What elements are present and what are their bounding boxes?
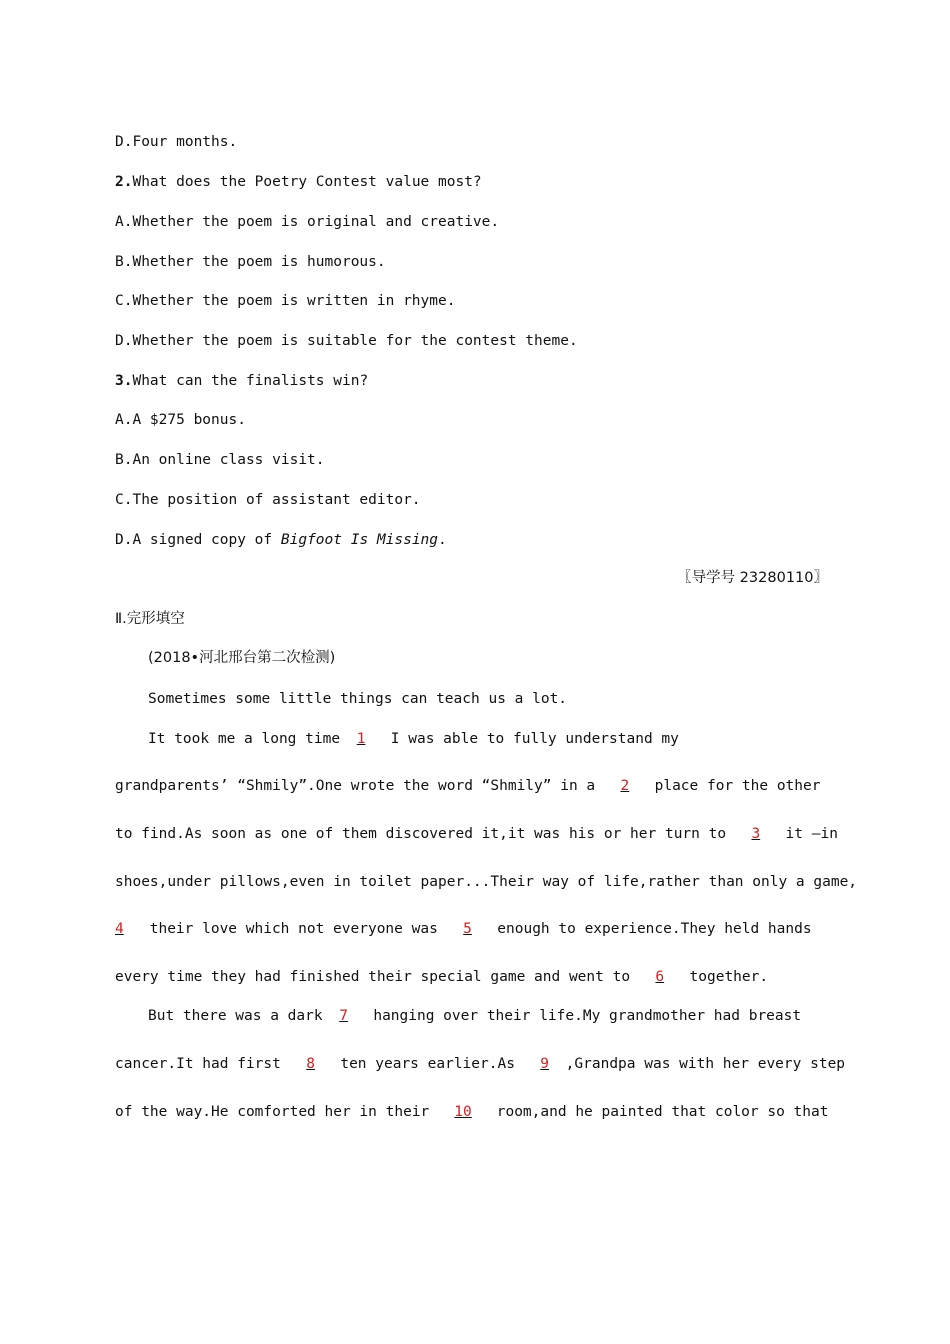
passage-line-1: Sometimes some little things can teach us a lot.: [148, 691, 568, 707]
blank-2[interactable]: [604, 776, 646, 796]
text-segment: enough to experience.They held hands: [488, 921, 812, 937]
text-segment: hanging over their life.My grandmother had breast: [364, 1008, 802, 1024]
blank-5[interactable]: [447, 919, 489, 939]
blank-number: 4: [115, 921, 124, 937]
text-segment: of the way.He comforted her in their: [115, 1104, 439, 1120]
blank-number: 6: [655, 969, 665, 985]
text-segment: every time they had finished their special game and went to: [115, 969, 639, 985]
passage-line-2: [148, 729, 679, 749]
blank-number: 1: [356, 731, 366, 747]
blank-1[interactable]: [340, 729, 382, 749]
passage-line-3: [115, 776, 820, 796]
blank-number: 2: [620, 778, 630, 794]
passage-line-10: [115, 1102, 828, 1122]
text-segment: together.: [680, 969, 769, 985]
text-segment: to find.As soon as one of them discovered it,it was his or her turn to: [115, 826, 735, 842]
blank-number: 8: [306, 1056, 315, 1072]
q3-number: 3.: [115, 373, 133, 389]
blank-7[interactable]: [323, 1006, 365, 1026]
blank-6[interactable]: [639, 967, 681, 987]
q2-option-d: D.Whether the poem is suitable for the contest theme.: [115, 333, 578, 349]
text-segment: their love which not everyone was: [141, 921, 447, 937]
q2-option-a: A.Whether the poem is original and creative.: [115, 214, 500, 230]
text-segment: cancer.It had first: [115, 1056, 290, 1072]
passage-line-9: [115, 1054, 845, 1074]
text-segment: I was able to fully understand my: [382, 731, 679, 747]
blank-10[interactable]: [438, 1102, 488, 1122]
passage-line-6: [115, 919, 812, 939]
text-segment: ,Grandpa was with her every step: [565, 1056, 846, 1072]
section-source: (2018•河北邢台第二次检测): [148, 650, 336, 666]
q2-stem-text: What does the Poetry Contest value most?: [132, 174, 482, 190]
text-segment: It took me a long time: [148, 731, 341, 747]
q3-option-a: A.A $275 bonus.: [115, 412, 246, 428]
blank-number: 9: [540, 1056, 550, 1072]
text-segment: ten years earlier.As: [331, 1056, 524, 1072]
blank-number: 10: [454, 1104, 472, 1120]
passage-line-8: [148, 1006, 801, 1026]
q2-option-b: B.Whether the poem is humorous.: [115, 254, 386, 270]
reference-number: 〖导学号 23280110〗: [677, 570, 828, 586]
q1-option-d: D.Four months.: [115, 134, 238, 150]
text-segment: But there was a dark: [148, 1008, 323, 1024]
blank-9[interactable]: [524, 1054, 566, 1074]
blank-4[interactable]: [115, 919, 141, 939]
blank-number: 7: [339, 1008, 348, 1024]
section-heading: Ⅱ.完形填空: [115, 611, 185, 627]
blank-number: 3: [751, 826, 761, 842]
blank-8[interactable]: [290, 1054, 332, 1074]
q3-stem: [115, 371, 368, 391]
text-segment: grandparents’ “Shmily”.One wrote the word “Shmily” in a: [115, 778, 604, 794]
q2-stem: [115, 172, 482, 192]
q3-stem-text: What can the finalists win?: [132, 373, 369, 389]
passage-line-4: [115, 824, 838, 844]
q3-option-d-suffix: .: [438, 532, 447, 548]
q3-option-d-prefix: D.A signed copy of: [115, 532, 281, 548]
passage-line-7: [115, 967, 768, 987]
text-segment: place for the other: [645, 778, 821, 794]
book-title: Bigfoot Is Missing: [280, 532, 439, 548]
blank-number: 5: [463, 921, 472, 937]
passage-line-5: shoes,under pillows,even in toilet paper...Their way of life,rather than only a game,: [115, 874, 858, 890]
text-segment: it —in: [776, 826, 838, 842]
text-segment: room,and he painted that color so that: [488, 1104, 829, 1120]
q2-option-c: C.Whether the poem is written in rhyme.: [115, 293, 456, 309]
q3-option-c: C.The position of assistant editor.: [115, 492, 421, 508]
q3-option-b: B.An online class visit.: [115, 452, 325, 468]
q3-option-d: [115, 530, 447, 550]
q2-number: 2.: [115, 174, 133, 190]
blank-3[interactable]: [735, 824, 777, 844]
